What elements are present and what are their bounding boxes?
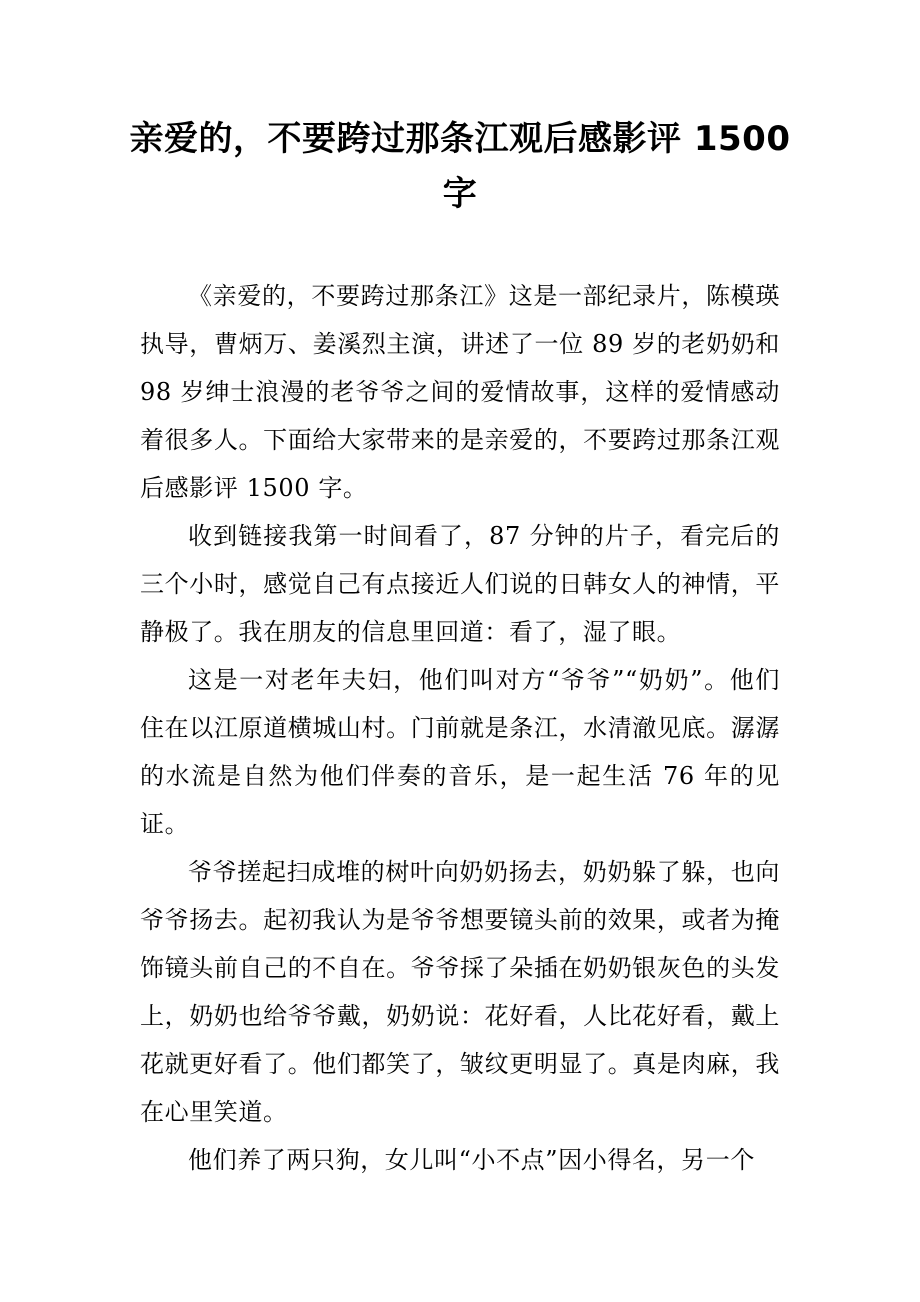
paragraph-two-dogs: 他们养了两只狗，女儿叫“小不点”因小得名，另一个	[188, 1146, 755, 1174]
paragraph-intro: 《亲爱的，不要跨过那条江》这是一部纪录片，陈模瑛执导，曹炳万、姜溪烈主演，讲述了一位 89 岁的老奶奶和 98 岁绅士浪漫的老爷爷之间的爱情故事，这样的爱情感动着很多人。下面给大家带来的是亲爱的，不要跨过那条江观后感影评 1500 字。	[140, 282, 780, 502]
document-body	[140, 272, 780, 1184]
paragraph-leaves-and-flowers: 爷爷搓起扫成堆的树叶向奶奶扬去，奶奶躲了躲，也向爷爷扬去。起初我认为是爷爷想要镜头前的效果，或者为掩饰镜头前自己的不自在。爷爷採了朵插在奶奶银灰色的头发上，奶奶也给爷爷戴，奶奶说：花好看，人比花好看，戴上花就更好看了。他们都笑了，皱纹更明显了。真是肉麻，我在心里笑道。	[140, 858, 780, 1126]
paragraph-elderly-couple: 这是一对老年夫妇，他们叫对方“爷爷”“奶奶”。他们住在以江原道横城山村。门前就是条江，水清澈见底。潺潺的水流是自然为他们伴奏的音乐，是一起生活 76 年的见证。	[140, 666, 780, 838]
paragraph-first-viewing: 收到链接我第一时间看了，87 分钟的片子，看完后的三个小时，感觉自己有点接近人们说的日韩女人的神情，平静极了。我在朋友的信息里回道：看了，湿了眼。	[140, 522, 780, 646]
document-title: 亲爱的，不要跨过那条江观后感影评 1500 字	[129, 119, 791, 214]
